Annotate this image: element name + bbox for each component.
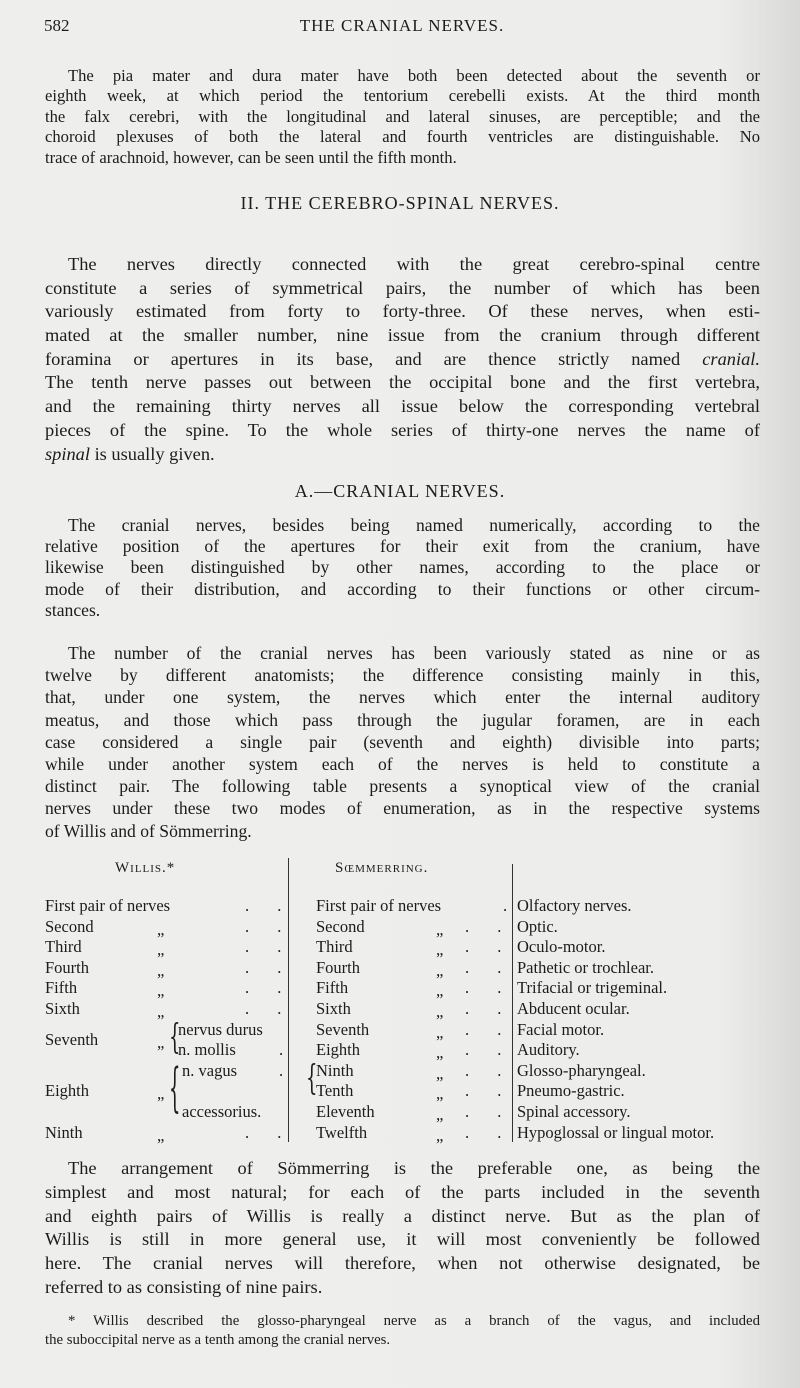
ditto-mark: „ [157, 940, 165, 960]
text-line: the suboccipital nerve as a tenth among the cranial nerves. [45, 1332, 391, 1348]
nerve-descriptive-name: Oculo-motor. [517, 937, 606, 957]
soemmerring-nerve-name: Eighth [316, 1040, 360, 1060]
text-line: mode of their distribution, and according to their functions or other circum- [45, 578, 760, 599]
leader-dots: . . [465, 999, 502, 1018]
ditto-mark: „ [436, 981, 444, 1001]
text-line: trace of arachnoid, however, can be seen until the fifth month. [45, 147, 457, 167]
text-line: eighth week, at which period the tentorium cerebelli exists. At the third month [45, 86, 760, 106]
leader-dots: . . [245, 999, 282, 1018]
text-line: pieces of the spine. To the whole series of thirty-one nerves the name of [45, 419, 760, 440]
ditto-mark: „ [436, 1022, 444, 1042]
text-line: referred to as consisting of nine pairs. [45, 1276, 323, 1297]
soemmerring-nerve-name: Ninth [316, 1060, 354, 1080]
willis-nerve-name: Seventh [45, 1029, 99, 1049]
text-line: distinct pair. The following table presents a synoptical view of the cranial [45, 776, 760, 797]
text-line: variously estimated from forty to forty-three. Of these nerves, when esti- [45, 301, 760, 322]
leader-dots: . . [245, 896, 282, 915]
text-line: stances. [45, 599, 101, 620]
ditto-mark: „ [157, 919, 165, 939]
leader-dots: . . [465, 1122, 502, 1142]
willis-nerve-name: Ninth [45, 1122, 83, 1142]
running-header [44, 16, 760, 40]
nerve-descriptive-name: Glosso-pharyngeal. [517, 1060, 646, 1080]
willis-column-header: Willis.* [115, 860, 176, 876]
text-line: of Willis and of Sömmerring. [45, 820, 252, 841]
leader-dots: . . [465, 1081, 502, 1101]
section-heading-cerebro-spinal: II. THE CEREBRO-SPINAL NERVES. [240, 193, 560, 213]
brace-ninth-tenth-soemmerring: { [306, 1058, 318, 1099]
ditto-mark: „ [436, 960, 444, 980]
nerve-descriptive-name: Optic. [517, 916, 558, 936]
willis-nerve-name: Third [45, 937, 82, 957]
leader-dots: . . [245, 978, 282, 998]
soemmerring-nerve-name: Sixth [316, 999, 351, 1018]
willis-nerve-part: nervus durus [178, 1019, 263, 1039]
text-line: * Willis described the glosso-pharyngeal nerve as a branch of the vagus, and included [68, 1313, 760, 1329]
willis-nerve-part: n. mollis [178, 1040, 236, 1060]
ditto-mark: „ [436, 1002, 444, 1021]
running-title: THE CRANIAL NERVES. [299, 16, 505, 35]
soemmerring-nerve-name: Fourth [316, 957, 361, 977]
soemmerring-nerve-name: Tenth [316, 1081, 354, 1101]
text-line: constitute a series of symmetrical pairs, the number of which has been [45, 277, 760, 298]
text-line: The cranial nerves, besides being named numerically, according to the [68, 515, 760, 535]
nerve-descriptive-name: Spinal accessory. [517, 1102, 631, 1121]
text-line: relative position of the apertures for their exit from the cranium, have [45, 536, 760, 557]
ditto-mark: „ [436, 1084, 444, 1104]
text-line: The number of the cranial nerves has been variously stated as nine or as [68, 643, 760, 663]
nerve-descriptive-name: Hypoglossal or lingual motor. [517, 1122, 715, 1142]
leader-dots: . . [465, 1102, 502, 1121]
soemmerring-nerve-name: Twelfth [316, 1122, 368, 1142]
soemmerring-nerve-name: Fifth [316, 978, 349, 998]
text-line: case considered a single pair (seventh and eighth) divisible into parts; [45, 731, 760, 752]
text-line: mated at the smaller number, nine issue from the cranium through different [45, 325, 760, 346]
willis-nerve-name: Eighth [45, 1081, 89, 1101]
leader-dots: . . [465, 916, 502, 936]
soemmerring-nerve-name: Seventh [316, 1019, 370, 1039]
ditto-mark: „ [436, 1105, 444, 1124]
soemmerring-nerve-name: Third [316, 937, 353, 957]
text-line: and the remaining thirty nerves all issue below the corresponding vertebral [45, 396, 760, 417]
ditto-mark: „ [157, 1125, 165, 1145]
text-line: likewise been distinguished by other names, according to the place or [45, 557, 760, 578]
cranial-nerves-table [45, 850, 765, 1150]
leader-dots: . [503, 896, 508, 915]
ditto-mark: „ [436, 1063, 444, 1083]
paragraph-1 [45, 66, 760, 168]
column-divider [288, 858, 289, 1142]
soemmerring-nerve-name: Eleventh [316, 1102, 375, 1121]
brace-eighth-willis: { [169, 1058, 181, 1120]
nerve-descriptive-name: Trifacial or trigeminal. [517, 978, 668, 998]
willis-nerve-name: First pair of nerves [45, 896, 171, 915]
nerve-descriptive-name: Pathetic or trochlear. [517, 957, 654, 977]
ditto-mark: „ [157, 960, 165, 980]
text-line: choroid plexuses of both the lateral and fourth ventricles are distinguishable. No [45, 127, 760, 147]
ditto-mark: „ [436, 919, 444, 939]
text-line: that, under one system, the nerves which enter the internal auditory [45, 687, 760, 708]
leader-dots: . . [465, 978, 502, 998]
page-number: 582 [44, 16, 70, 35]
soemmerring-column-header: Sœmmerring. [335, 860, 429, 876]
text-line: The nerves directly connected with the great cerebro-spinal centre [68, 254, 760, 274]
soemmerring-nerve-name: Second [316, 916, 365, 936]
ditto-mark: „ [157, 1084, 165, 1104]
paragraph-2 [45, 253, 760, 466]
leader-dots: . . [465, 957, 502, 977]
text-line: the falx cerebri, with the longitudinal and lateral sinuses, are perceptible; and the [45, 106, 760, 126]
ditto-mark: „ [157, 981, 165, 1001]
text-line: meatus, and those which pass through the jugular foramen, are in each [45, 709, 760, 730]
nerve-descriptive-name: Abducent ocular. [517, 999, 630, 1018]
paragraph-4 [45, 642, 760, 842]
paragraph-3 [45, 515, 760, 621]
text-line: foramina or apertures in its base, and are thence strictly named cranial. [45, 348, 760, 369]
brace-seventh-willis: { [169, 1017, 181, 1058]
ditto-mark: „ [157, 1032, 165, 1052]
text-line: twelve by different anatomists; the difference consisting mainly in this, [45, 665, 760, 686]
ditto-mark: „ [436, 940, 444, 960]
text-line: nerves under these two modes of enumeration, as in the respective systems [45, 798, 760, 819]
text-line: The arrangement of Sömmerring is the preferable one, as being the [68, 1158, 760, 1178]
leader-dots: . . [245, 916, 282, 936]
nerve-descriptive-name: Olfactory nerves. [517, 896, 632, 915]
willis-nerve-name: Sixth [45, 999, 80, 1018]
leader-dots: . . [245, 937, 282, 957]
text-line: while under another system each of the nerves is held to constitute a [45, 753, 760, 774]
willis-nerve-name: Second [45, 916, 94, 936]
leader-dots: . . [245, 1122, 282, 1142]
willis-nerve-part: n. vagus [182, 1060, 237, 1080]
leader-dots: . . [465, 1060, 502, 1080]
leader-dots: . [279, 1060, 284, 1080]
ditto-mark: „ [436, 1125, 444, 1145]
leader-dots: . . [465, 1019, 502, 1039]
leader-dots: . [279, 1040, 284, 1060]
nerve-descriptive-name: Auditory. [517, 1040, 580, 1060]
text-line: simplest and most natural; for each of the parts included in the seventh [45, 1181, 760, 1202]
column-divider [512, 864, 513, 1142]
leader-dots: . . [245, 957, 282, 977]
nerve-descriptive-name: Facial motor. [517, 1019, 605, 1039]
text-line: The pia mater and dura mater have both been detected about the seventh or [68, 66, 760, 85]
willis-nerve-name: Fifth [45, 978, 78, 998]
leader-dots: . . [465, 1040, 502, 1060]
ditto-mark: „ [157, 1002, 165, 1021]
text-line: Willis is still in more general use, it will most conveniently be followed [45, 1229, 760, 1250]
text-line: here. The cranial nerves will therefore, when not otherwise designated, be [45, 1253, 760, 1274]
nerve-descriptive-name: Pneumo-gastric. [517, 1081, 625, 1101]
section-heading-cranial: A.—CRANIAL NERVES. [294, 481, 506, 501]
paragraph-5 [45, 1157, 760, 1300]
text-line: and eighth pairs of Willis is really a distinct nerve. But as the plan of [45, 1205, 760, 1226]
text-line: spinal is usually given. [45, 443, 215, 464]
willis-nerve-name: Fourth [45, 957, 90, 977]
soemmerring-nerve-name: First pair of nerves [316, 896, 442, 915]
ditto-mark: „ [436, 1043, 444, 1063]
willis-nerve-part: accessorius. [182, 1102, 262, 1121]
text-line: The tenth nerve passes out between the occipital bone and the first vertebra, [45, 372, 760, 393]
footnote [45, 1312, 760, 1350]
leader-dots: . . [465, 937, 502, 957]
